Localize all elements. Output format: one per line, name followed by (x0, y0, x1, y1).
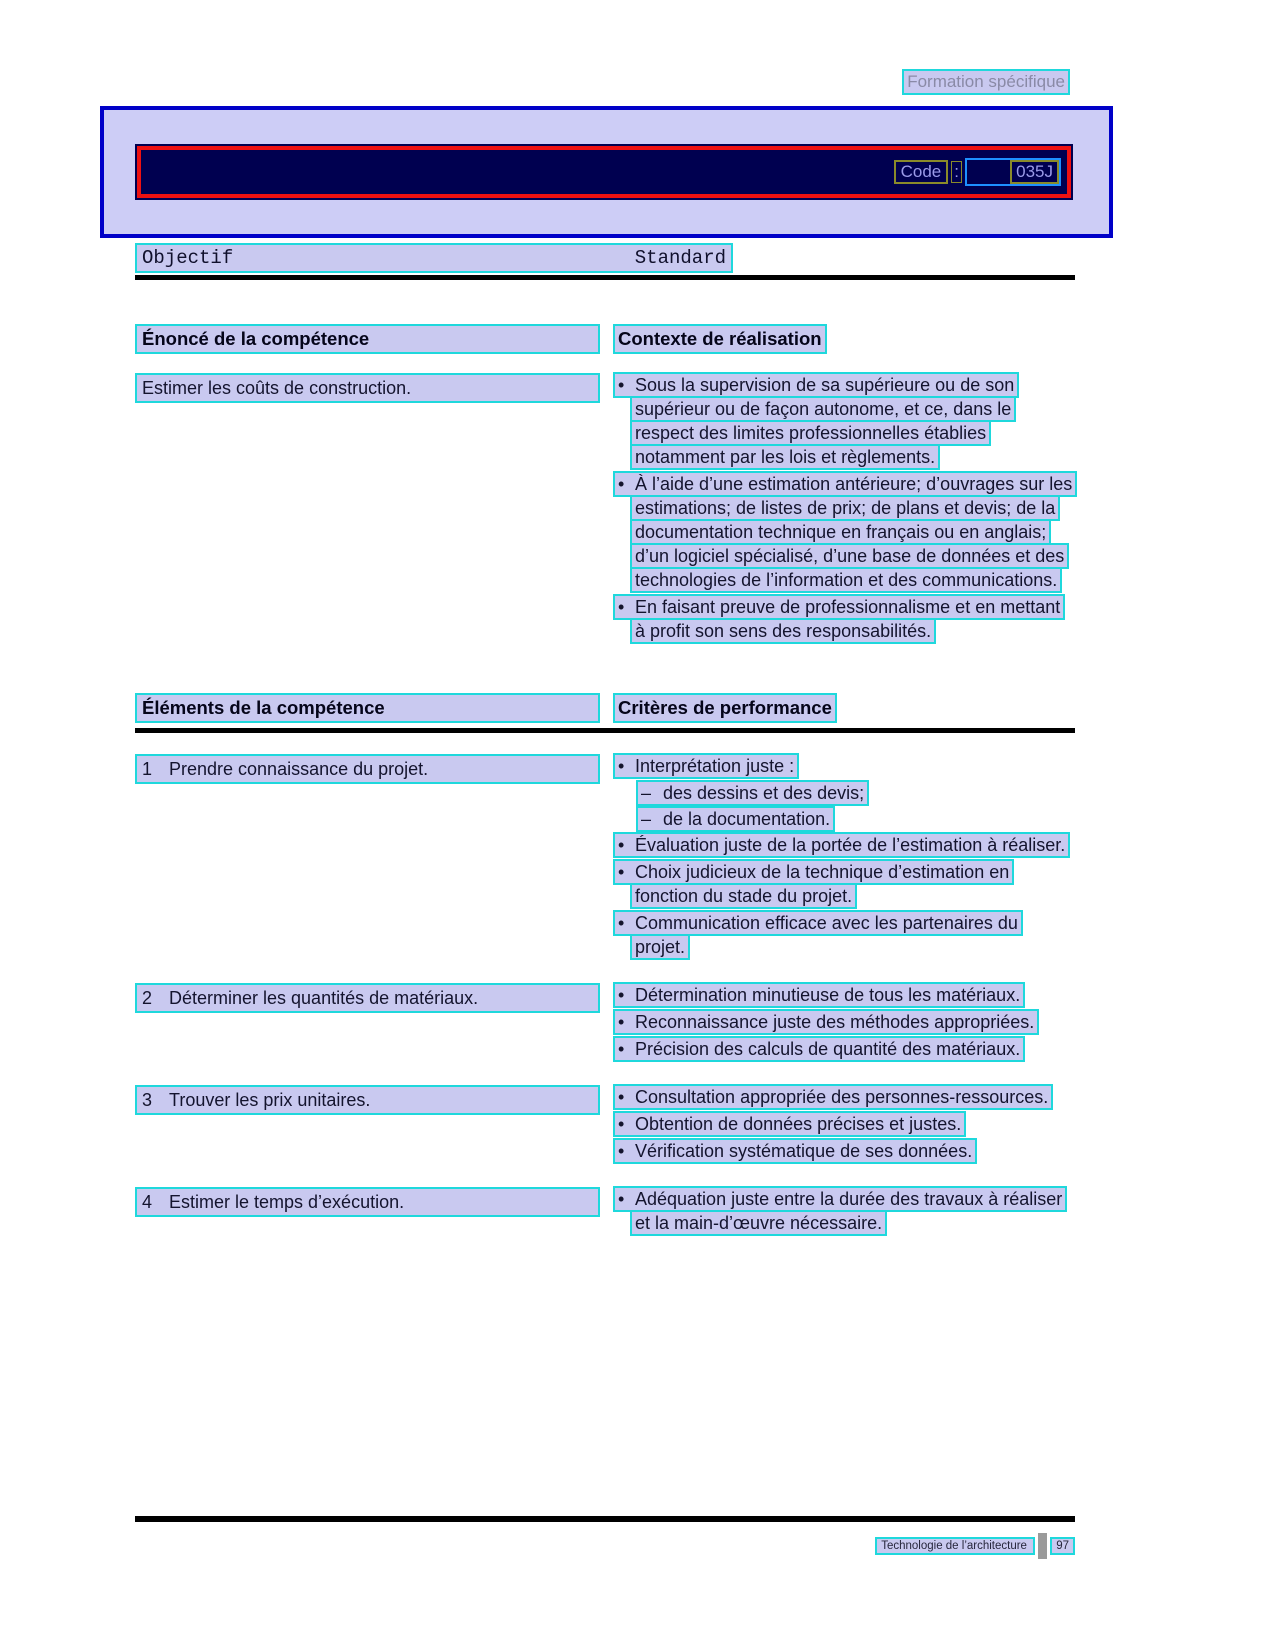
element-label (135, 983, 600, 1013)
standard-label: Standard (634, 247, 726, 269)
row-left-cell (135, 983, 600, 1013)
list-item (613, 472, 1075, 592)
list-item (613, 1139, 1075, 1163)
row-left-cell (135, 373, 600, 403)
row-left-cell (135, 1187, 600, 1217)
table-row (135, 754, 1075, 962)
list-item (613, 1037, 1075, 1061)
divider-rule-top (135, 275, 1075, 280)
subitem-text: des dessins et des devis; (663, 783, 865, 803)
bullet-icon: • (618, 862, 625, 882)
list-item (613, 860, 1075, 908)
bullet-text: Obtention de données précises et justes. (635, 1114, 962, 1134)
bullet-text: Communication efficace avec les partenaires du projet. (635, 913, 1018, 957)
dash-icon: – (641, 783, 652, 803)
list-item (613, 1010, 1075, 1034)
bullet-text: Vérification systématique de ses données. (635, 1141, 973, 1161)
list-item (613, 1085, 1075, 1109)
bullet-text: Reconnaissance juste des méthodes appropriées. (635, 1012, 1035, 1032)
main-content (135, 243, 1075, 1238)
list-subitem (636, 781, 1075, 805)
realisation-context-header: Contexte de réalisation (613, 324, 827, 354)
page-footer (135, 1533, 1075, 1559)
code-value: 035J (1010, 160, 1059, 184)
program-type-label: Formation spécifique (902, 69, 1070, 95)
competence-statement-header: Énoncé de la compétence (135, 324, 600, 354)
bullet-icon: • (618, 474, 625, 494)
bullet-text: Consultation appropriée des personnes-ressources. (635, 1087, 1049, 1107)
bullet-text: En faisant preuve de professionnalisme et en mettant à profit son sens des responsabilités. (635, 597, 1061, 641)
table-row (135, 1187, 1075, 1238)
row-right-cell (613, 1187, 1075, 1238)
competence-statement: Estimer les coûts de construction. (135, 373, 600, 403)
element-number: 1 (142, 759, 153, 779)
competence-elements-header: Éléments de la compétence (135, 693, 600, 723)
element-text: Déterminer les quantités de matériaux. (169, 988, 479, 1008)
bullet-text: Sous la supervision de sa supérieure ou de son supérieur ou de façon autonome, et ce, dans le respect des limites professionnelles établies notamment par les lois et règlements. (635, 375, 1015, 467)
bullet-text: À l’aide d’une estimation antérieure; d’ouvrages sur les estimations; de listes de prix; de plans et devis; de la documentation technique en français ou en anglais; d’un logiciel spécialisé, d’une base de données et des technologies de l’information et des communications. (635, 474, 1073, 590)
list-item (613, 833, 1075, 857)
row-right-cell (613, 373, 1075, 646)
bullet-text: Choix judicieux de la technique d’estimation en fonction du stade du projet. (635, 862, 1010, 906)
bullet-icon: • (618, 1039, 625, 1059)
bullet-icon: • (618, 756, 625, 776)
list-item (613, 754, 1075, 778)
list-item (613, 595, 1075, 643)
bullet-icon: • (618, 1189, 625, 1209)
table-row (135, 1085, 1075, 1166)
bullet-text: Évaluation juste de la portée de l’estimation à réaliser. (635, 835, 1066, 855)
objective-label: Objectif (142, 247, 234, 269)
bullet-icon: • (618, 1012, 625, 1032)
table-row (135, 983, 1075, 1064)
title-banner (137, 146, 1071, 198)
list-item (613, 983, 1075, 1007)
divider-rule-middle (135, 728, 1075, 733)
element-number: 3 (142, 1090, 153, 1110)
bullet-icon: • (618, 597, 625, 617)
element-number: 2 (142, 988, 153, 1008)
section1-header-row (135, 324, 1075, 354)
section2-right-header-cell (613, 693, 1075, 723)
bullet-text: Détermination minutieuse de tous les matériaux. (635, 985, 1021, 1005)
bullet-text: Précision des calculs de quantité des matériaux. (635, 1039, 1021, 1059)
code-row (894, 158, 1061, 186)
bullet-text: Interprétation juste : (635, 756, 795, 776)
section2-left-header-cell (135, 693, 600, 723)
section1-right-header-cell (613, 324, 1075, 354)
row-right-cell (613, 983, 1075, 1064)
element-text: Estimer le temps d’exécution. (169, 1192, 405, 1212)
element-number: 4 (142, 1192, 153, 1212)
divider-rule-bottom (135, 1516, 1075, 1522)
bullet-icon: • (618, 985, 625, 1005)
subitem-text: de la documentation. (663, 809, 831, 829)
bullet-icon: • (618, 913, 625, 933)
row-right-cell (613, 1085, 1075, 1166)
table-row (135, 373, 1075, 646)
bullet-icon: • (618, 1114, 625, 1134)
title-panel (100, 106, 1113, 238)
row-left-cell (135, 1085, 600, 1115)
bullet-icon: • (618, 1087, 625, 1107)
list-item (613, 1112, 1075, 1136)
bullet-icon: • (618, 835, 625, 855)
page-number: 97 (1050, 1537, 1075, 1555)
element-text: Trouver les prix unitaires. (169, 1090, 371, 1110)
element-label (135, 754, 600, 784)
bullet-text: Adéquation juste entre la durée des travaux à réaliser et la main-d’œuvre nécessaire. (635, 1189, 1063, 1233)
performance-criteria-header: Critères de performance (613, 693, 837, 723)
code-separator: : (951, 161, 962, 183)
dash-icon: – (641, 809, 652, 829)
objective-standard-row (135, 243, 733, 273)
code-label: Code (894, 160, 949, 184)
element-text: Prendre connaissance du projet. (169, 759, 429, 779)
element-label (135, 1085, 600, 1115)
list-item (613, 911, 1075, 959)
list-item (613, 1187, 1075, 1235)
row-right-cell (613, 754, 1075, 962)
list-item (613, 373, 1075, 469)
section1-left-header-cell (135, 324, 600, 354)
row-left-cell (135, 754, 600, 784)
bullet-icon: • (618, 375, 625, 395)
list-subitem (636, 807, 1075, 831)
page-number-separator (1038, 1533, 1047, 1559)
section2-header-row (135, 693, 1075, 723)
footer-program-name: Technologie de l’architecture (875, 1537, 1035, 1555)
element-label (135, 1187, 600, 1217)
bullet-icon: • (618, 1141, 625, 1161)
code-field (965, 158, 1061, 186)
